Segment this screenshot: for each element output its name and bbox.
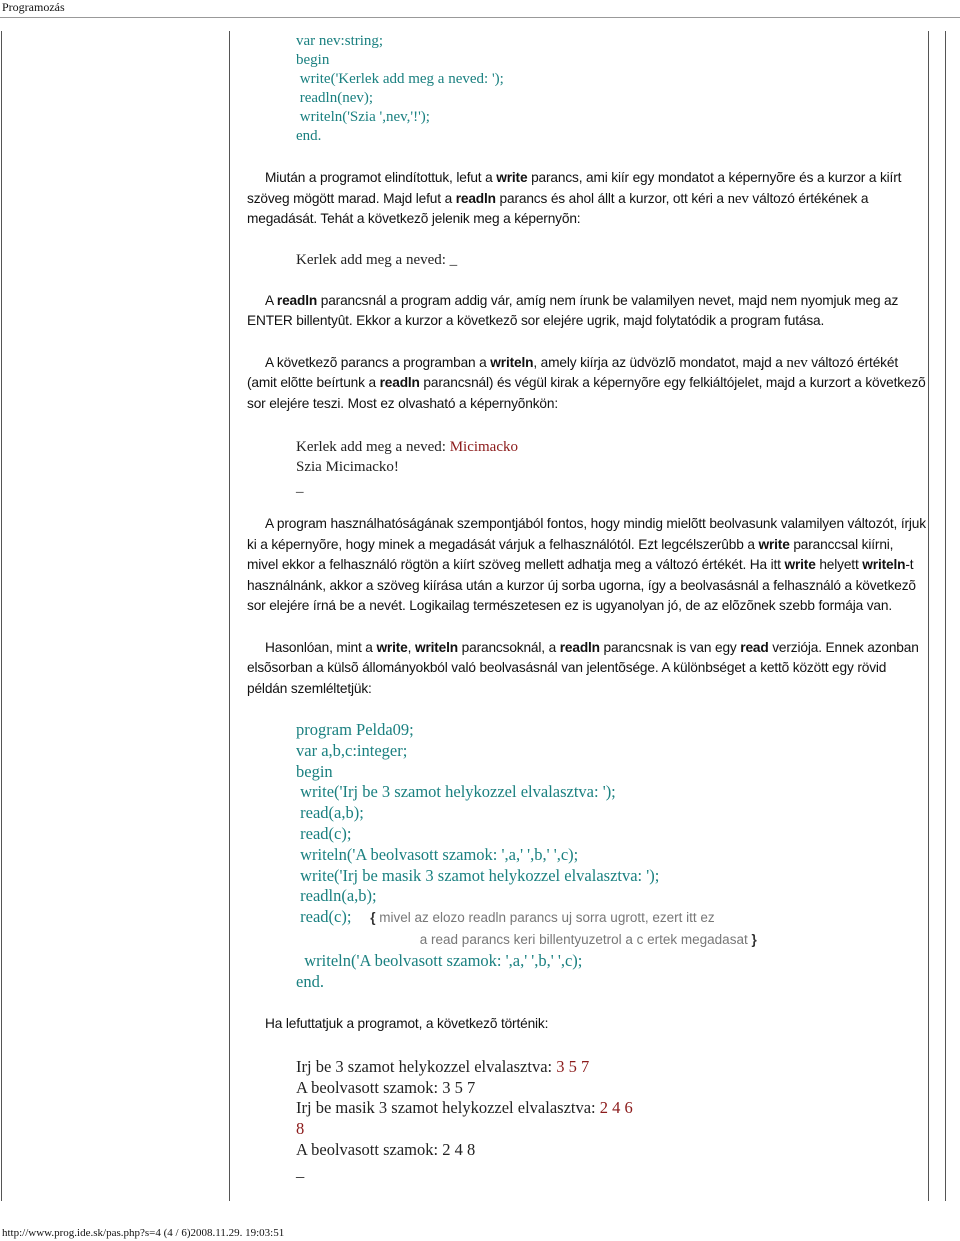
code-comment: { mivel az elozo readln parancs uj sorra ugrott, ezert itt ez (370, 910, 715, 926)
paragraph-1: Miután a programot elindítottuk, lefut a write parancs, ami kiír egy mondatot a képernyõre és a kurzor a kiírt szöveg mögött marad. Majd lefut a readln parancs és ahol állt a kurzor, ott kéri a nev változó értékének a megadását. Tehát a következõ jelenik meg a képernyõn: (247, 170, 902, 226)
code-line: write('Kerlek add meg a neved: '); (296, 71, 504, 87)
code-line: write('Irj be masik 3 szamot helykozzel elvalasztva: '); (296, 865, 660, 885)
screen-output-3: Irj be 3 szamot helykozzel elvalasztva: 3 5 7 A beolvasott szamok: 3 5 7 Irj be masik 3 szamot helykozzel elvalasztva: 2 4 6 8 A beolvasott szamok: 2 4 8 _ (296, 1057, 927, 1182)
code-line: end. (296, 971, 324, 991)
paragraph-6: Ha lefuttatjuk a programot, a következõ történik: (265, 1016, 549, 1032)
code-line: writeln('A beolvasott szamok: ',a,' ',b,' ',c); (296, 844, 579, 864)
code-line: readln(nev); (296, 90, 374, 106)
code-comment: a read parancs keri billentyuzetrol a c ertek megadasat } (419, 931, 757, 947)
code-line: end. (296, 128, 322, 144)
frame-border-right (945, 31, 946, 1201)
code-line: begin (296, 761, 333, 781)
paragraph-5: Hasonlóan, mint a write, writeln parancsoknál, a readln parancsnak is van egy read verziója. Ennek azonban elsõsorban a külsõ állományokból való beolvasásnál van jelentõsége. A különbséget a kettõ között egy rövid példán szemléltetjük: (247, 639, 919, 696)
main-content (247, 31, 927, 1182)
header-rule (0, 17, 960, 18)
code-line: writeln('A beolvasott szamok: ',a,' ',b,' ',c); (296, 950, 583, 970)
paragraph-2: A readln parancsnál a program addig vár, amíg nem írunk be valamilyen nevet, majd nem nyomjuk meg az ENTER billentyût. Ekkor a kurzor a következõ sor elejére ugrik, majd folytatódik a program futása. (247, 292, 899, 328)
code-line (296, 929, 927, 951)
code-line: read(a,b); (296, 803, 364, 823)
code-block-1 (296, 32, 927, 146)
code-line: program Pelda09; (296, 720, 414, 739)
code-line: read(c); (296, 823, 352, 843)
code-line: writeln('Szia ',nev,'!'); (296, 109, 430, 125)
user-input: 8 (296, 1119, 305, 1139)
code-line: write('Irj be 3 szamot helykozzel elvalasztva: '); (296, 782, 616, 802)
page-title: Programozás (2, 0, 65, 14)
user-input: 2 4 6 (599, 1098, 633, 1118)
code-line: readln(a,b); (296, 886, 377, 906)
frame-border-left (1, 31, 2, 1201)
content-border-left (229, 31, 230, 1201)
code-block-2 (296, 720, 927, 992)
paragraph-3: A következõ parancs a programban a writeln, amely kiírja az üdvözlõ mondatot, majd a nev változó értékét (amit elõtte beírtunk a readln parancsnál) és végül kirak a képernyõre egy felkiáltójelet, majd a kurzort a következõ sor elejére teszi. Most ez olvasható a képernyõnkön: (247, 354, 926, 411)
code-line: var a,b,c:integer; (296, 740, 408, 760)
code-line: read(c); { mivel az elozo readln parancs uj sorra ugrott, ezert itt ez (296, 907, 715, 927)
paragraph-4: A program használhatóságának szempontjából fontos, hogy mindig mielõtt beolvasunk valamilyen változót, írjuk ki a képernyõre, hogy minek a megadását várjuk a felhasználótól. Ezt legcélszerûbb a write paranccsal kiírni, mivel ekkor a felhasználó rögtön a kiírt szöveg mellett adhatja meg a változó értékét. Ha itt write helyett writeln-t használnánk, akkor a szöveg kiírása után a kurzor új sorba ugorna, így a beolvasásnál a felhasználó a következõ sor elejére írná be a nevét. Logikailag természetesen ez is ugyanolyan jó, de az elõzõnek szebb formája van. (247, 516, 926, 613)
code-line: begin (296, 52, 330, 68)
screen-output-1: Kerlek add meg a neved: _ (296, 251, 458, 268)
screen-output-2: Kerlek add meg a neved: Micimacko Szia Micimacko! _ (296, 439, 519, 495)
page-header (0, 0, 960, 22)
content-border-right (928, 31, 929, 1201)
user-input: 3 5 7 (556, 1056, 590, 1076)
code-line: var nev:string; (296, 33, 384, 49)
page-footer: http://www.prog.ide.sk/pas.php?s=4 (4 / 6)2008.11.29. 19:03:51 (2, 1227, 285, 1239)
user-input: Micimacko (449, 439, 519, 455)
